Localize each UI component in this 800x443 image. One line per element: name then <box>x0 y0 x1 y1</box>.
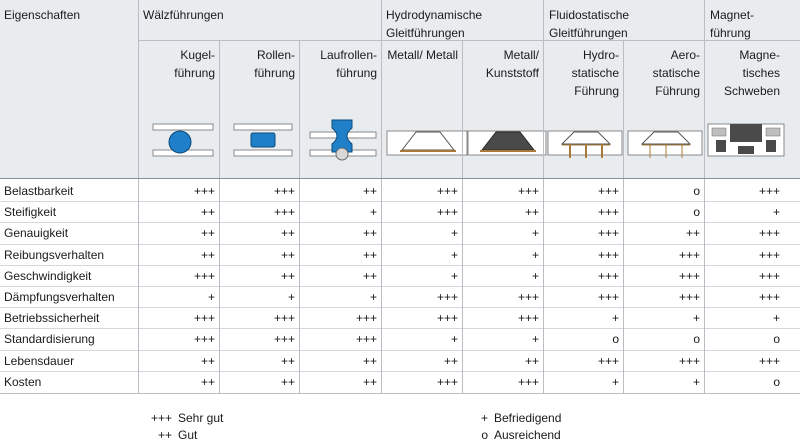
column-header: Rollen-führung <box>254 48 295 80</box>
legend-item-very-good <box>150 410 223 427</box>
rating-cell: +++ <box>193 311 215 326</box>
rating-cell: +++ <box>273 311 295 326</box>
row-divider <box>0 222 800 223</box>
roller-guide-icon <box>234 124 292 156</box>
rating-cell: +++ <box>273 184 295 198</box>
row-label: Standardisierung <box>4 332 95 347</box>
row-divider <box>0 350 800 351</box>
rating-cell: ++ <box>362 247 377 262</box>
divider <box>462 40 463 394</box>
rating-cell: +++ <box>758 268 780 283</box>
row-label: Lebensdauer <box>4 353 75 368</box>
column-header: Laufrollen-führung <box>320 48 377 80</box>
rating-cell: ++ <box>280 353 295 368</box>
rating-cell: +++ <box>355 332 377 347</box>
rating-cell: + <box>531 247 539 262</box>
divider <box>138 0 139 394</box>
rating-cell: ++ <box>524 205 539 220</box>
rating-cell: +++ <box>597 353 619 368</box>
group-header-magnetic-text: Magnet-führung <box>710 8 755 40</box>
row-divider <box>0 307 800 308</box>
divider <box>0 393 800 394</box>
rating-cell: + <box>772 205 780 220</box>
rating-cell: +++ <box>436 205 458 220</box>
divider <box>623 40 624 394</box>
row-divider <box>0 371 800 372</box>
properties-header: Eigenschaften <box>4 8 81 22</box>
legend-symbol: + <box>480 411 488 425</box>
rating-cell: + <box>450 268 458 283</box>
column-header: Kugel-führung <box>174 48 215 80</box>
rating-cell: + <box>450 332 458 347</box>
rating-cell: +++ <box>193 184 215 198</box>
rating-cell: + <box>450 247 458 262</box>
legend-text: Gut <box>178 428 198 442</box>
legend-symbol: ++ <box>157 428 172 442</box>
aerostatic-guide-icon <box>628 131 702 158</box>
hydrostatic-guide-icon <box>548 131 622 158</box>
rating-cell: +++ <box>597 247 619 262</box>
row-label: Kosten <box>4 374 42 389</box>
rating-cell: ++ <box>362 374 377 389</box>
rating-cell: +++ <box>758 353 780 368</box>
rating-cell: ++ <box>280 247 295 262</box>
rating-cell: +++ <box>597 268 619 283</box>
rating-cell: +++ <box>273 332 295 347</box>
rating-cell: + <box>692 374 700 389</box>
legend-text: Befriedigend <box>494 411 562 425</box>
rating-cell: ++ <box>200 205 215 220</box>
column-header: Hydro-statische Führung <box>571 48 619 98</box>
rating-cell: +++ <box>517 184 539 198</box>
legend-symbol: +++ <box>150 411 172 425</box>
column-header: Magne-tisches Schweben <box>723 48 780 98</box>
rating-cell: +++ <box>273 205 295 220</box>
rating-cell: +++ <box>678 290 700 304</box>
rating-cell: ++ <box>200 353 215 368</box>
row-divider <box>0 265 800 266</box>
rating-cell: +++ <box>678 353 700 368</box>
rating-cell: +++ <box>597 226 619 241</box>
rating-cell: ++ <box>280 374 295 389</box>
rating-cell: ++ <box>280 226 295 241</box>
rating-cell: o <box>693 332 700 347</box>
rating-cell: o <box>693 205 700 220</box>
row-divider <box>0 244 800 245</box>
row-divider <box>0 286 800 287</box>
group-header-fluidostatic-text: Fluidostatische Gleitführungen <box>549 8 630 40</box>
rating-cell: +++ <box>436 374 458 389</box>
rating-cell: + <box>450 226 458 241</box>
rating-cell: +++ <box>436 184 458 198</box>
rating-cell: +++ <box>436 290 458 304</box>
rating-cell: + <box>369 290 377 304</box>
divider <box>0 178 800 179</box>
rating-cell: +++ <box>597 184 619 198</box>
legend-text: Ausreichend <box>494 428 561 442</box>
rating-cell: ++ <box>200 226 215 241</box>
row-label: Geschwindigkeit <box>4 268 92 283</box>
rating-cell: ++ <box>362 353 377 368</box>
row-divider <box>0 328 800 329</box>
rating-cell: +++ <box>597 290 619 304</box>
rating-cell: +++ <box>355 311 377 326</box>
magnetic-levitation-icon <box>708 124 784 156</box>
guide-icons <box>0 0 800 178</box>
row-label: Belastbarkeit <box>4 184 74 198</box>
rating-cell: ++ <box>524 353 539 368</box>
divider <box>138 40 800 41</box>
column-header: Metall/ Kunststoff <box>485 48 539 80</box>
group-header-hydrodynamic-text: Hydrodynamische Gleitführungen <box>386 8 483 40</box>
rating-cell: +++ <box>436 311 458 326</box>
row-label: Betriebssicherheit <box>4 311 100 326</box>
rating-cell: + <box>531 226 539 241</box>
rating-cell: ++ <box>362 268 377 283</box>
rating-cell: +++ <box>678 268 700 283</box>
rating-cell: +++ <box>678 247 700 262</box>
rating-cell: ++ <box>685 226 700 241</box>
rating-cell: + <box>369 205 377 220</box>
rating-cell: +++ <box>517 290 539 304</box>
legend-text: Sehr gut <box>178 411 224 425</box>
row-label: Reibungsverhalten <box>4 247 105 262</box>
rating-cell: + <box>531 332 539 347</box>
rating-cell: +++ <box>758 184 780 198</box>
rating-cell: + <box>611 374 619 389</box>
divider <box>299 40 300 394</box>
rating-cell: +++ <box>758 247 780 262</box>
rating-cell: + <box>611 311 619 326</box>
rating-cell: +++ <box>597 205 619 220</box>
legend-item-sufficient <box>466 427 561 443</box>
rating-cell: ++ <box>443 353 458 368</box>
rating-cell: o <box>693 184 700 198</box>
divider <box>543 0 544 394</box>
row-label: Genauigkeit <box>4 226 69 241</box>
rating-cell: +++ <box>517 311 539 326</box>
legend-item-good <box>150 427 197 443</box>
divider <box>704 0 705 394</box>
legend-symbol: o <box>481 428 488 442</box>
ball-guide-icon <box>153 124 213 156</box>
row-divider <box>0 201 800 202</box>
rating-cell: +++ <box>193 332 215 347</box>
rating-cell: ++ <box>362 226 377 241</box>
rating-cell: +++ <box>517 374 539 389</box>
rating-cell: ++ <box>200 374 215 389</box>
rating-cell: o <box>612 332 619 347</box>
legend-item-satisfactory <box>466 410 561 427</box>
rating-cell: ++ <box>362 184 377 198</box>
group-header-rolling: Wälzführungen <box>143 8 224 22</box>
rating-cell: + <box>287 290 295 304</box>
track-roller-guide-icon <box>310 120 376 160</box>
rating-cell: + <box>772 311 780 326</box>
metal-metal-slide-icon <box>387 131 467 155</box>
rating-cell: o <box>773 374 780 389</box>
rating-cell: ++ <box>280 268 295 283</box>
rating-cell: +++ <box>758 226 780 241</box>
rating-cell: + <box>692 311 700 326</box>
rating-cell: ++ <box>200 247 215 262</box>
rating-cell: + <box>207 290 215 304</box>
rating-cell: +++ <box>193 268 215 283</box>
row-label: Dämpfungsverhalten <box>4 290 115 304</box>
divider <box>219 40 220 394</box>
rating-cell: + <box>531 268 539 283</box>
column-header: Aero-statische Führung <box>652 48 700 98</box>
rating-cell: o <box>773 332 780 347</box>
row-label: Steifigkeit <box>4 205 57 220</box>
divider <box>381 0 382 394</box>
column-header: Metall/ Metall <box>387 48 458 62</box>
metal-plastic-slide-icon <box>468 131 546 155</box>
rating-cell: +++ <box>758 290 780 304</box>
